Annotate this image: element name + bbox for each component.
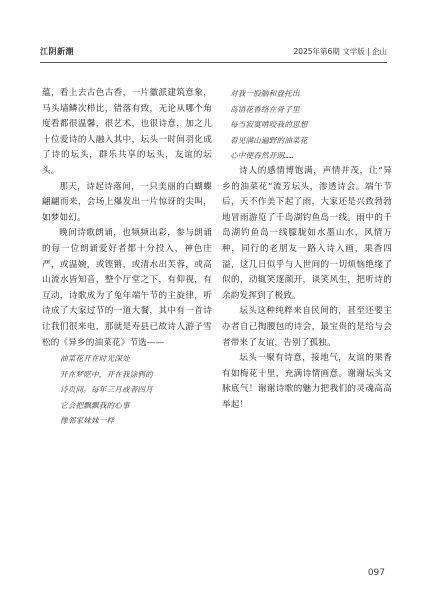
issue-info — [293, 46, 387, 57]
poem-line: 对我一股脑和盘托出 — [230, 89, 300, 98]
poem-line: 看见满山遍野的油菜花 — [230, 135, 308, 145]
page-header — [40, 44, 387, 58]
poem-line: 油菜花开在时光深处 — [60, 354, 130, 364]
poem-line: 像邻家妹妹一样 — [60, 416, 115, 426]
magazine-brand: 江阴新潮 — [40, 46, 74, 56]
left-column — [42, 86, 212, 429]
left-paragraph-2: 那天，诗起诗落间，一只美丽的白蝴蝶翩翩而来，会场上爆发出一片惊讶的尖叫，如梦如幻。 — [42, 181, 212, 223]
header-divider — [40, 62, 387, 63]
poem-line: 每当寂寞啃咬我的思想 — [230, 120, 308, 130]
right-column — [222, 86, 392, 413]
poem-excerpt-left — [42, 351, 212, 429]
right-paragraph-3: 坛头一聚有诗意，接地气，友谊的果香有如梅花十里，充满诗情画意。谢谢坛头文脉底气！谢谢诗歌的魅力把我们的灵魂高高举起！ — [222, 353, 392, 410]
issue-number: 2025年第6期 — [293, 46, 340, 56]
page-number: 097 — [367, 568, 385, 578]
left-paragraph-3: 晚间诗歌朗诵，也频频出彩，参与朗诵的每一位朗诵爱好者都十分投入，神色庄严，或温婉，或铿锵，或清水出芙蓉，或高山流水皆知音，整个厅堂之下，有仰视，有互动，诗歌成为了兔年端午节的主旋律，听诗成了大家过节的一道大餐，其中有一首诗让我们很来电，那就是寿县已故诗人游子雪松的《异乡的油菜花》节选—— — [42, 228, 212, 348]
poem-line: 它会把飘飘我的心事 — [60, 400, 130, 410]
poem-line: 诗页间。每年三月或者四月 — [60, 385, 153, 395]
left-paragraph-1: 蕴，看上去古色古香，一片徽派建筑意象，马头墙鳞次栉比，错落有致，无论从哪个角度看都很温馨，很艺术，也很诗意，加之儿十位爱诗的人融入其中，坛头一时间羽化成了诗的坛头，群乐共享的坛头，友谊的坛头。 — [42, 88, 212, 176]
right-paragraph-1: 诗人的感情博饱满，声情并茂，让“异乡的油菜花”流芳坛头，渗透诗会。端午节后，天不作美下起了雨，大家还是兴致勃勃地冒雨游览了千岛湖钓鱼岛一线。雨中的千岛湖钓鱼岛一线朦胧如水墨山水，风情万种，同行的老朋友一路入诗入画，果香四溢，这几日似乎与人世间的一切烦恼绝缘了似的，动辄笑逐颜开，谈笑风生，把听诗的余韵发挥到了极致。 — [222, 165, 392, 301]
poem-line: 心中便吞然开朗…… — [230, 151, 294, 161]
right-paragraph-2: 坛头这种纯粹来自民间的，甚至还要主办者自己掏腰包的诗会，最宝贵的是给与会者带来了友谊，告别了孤独。 — [222, 306, 392, 348]
section-name: 文学版 | 企山 — [342, 46, 387, 56]
poem-line: 开在梦呓中，开在我涂鸦的 — [60, 369, 153, 379]
poem-excerpt-right — [222, 86, 392, 164]
poem-line: 岛语花香络在骨子里 — [230, 104, 300, 114]
